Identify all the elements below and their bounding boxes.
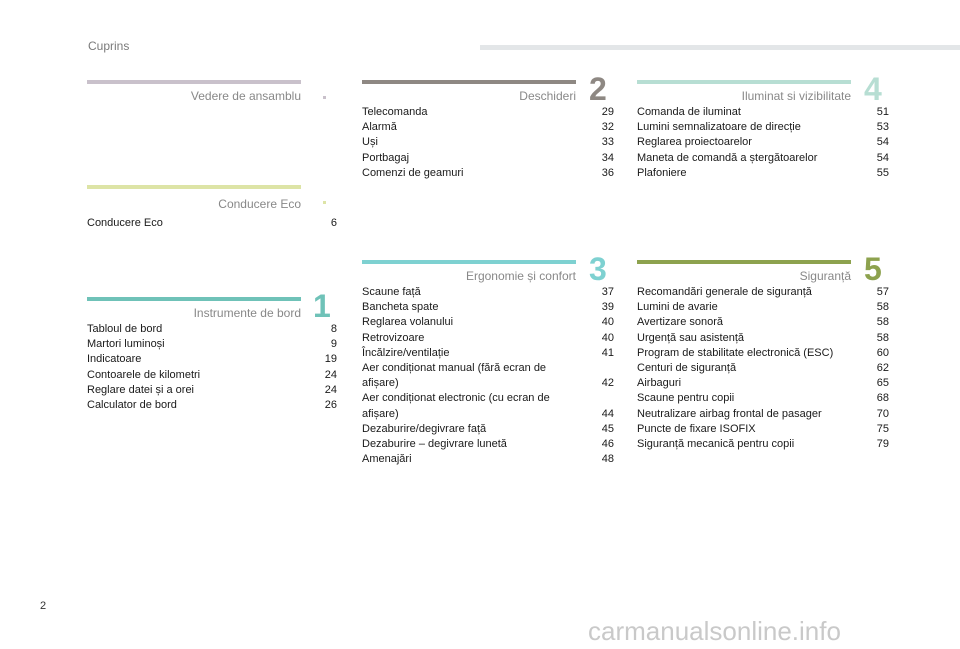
toc-entry-title: Încălzire/ventilație (362, 346, 450, 359)
toc-entry-page: 58 (876, 301, 889, 314)
section-bar (87, 80, 301, 84)
toc-entry[interactable] (87, 322, 337, 337)
toc-entry[interactable] (362, 422, 614, 437)
toc-entry[interactable] (362, 361, 614, 391)
toc-entry-title: Martori luminoși (87, 338, 165, 351)
toc-entry[interactable] (637, 315, 889, 330)
toc-entry-page: 34 (601, 151, 614, 164)
toc-list (637, 285, 889, 452)
section-title: Siguranță (799, 269, 851, 283)
toc-entry-page: 40 (601, 331, 614, 344)
toc-entry-page: 51 (876, 106, 889, 118)
toc-entry-title: Tabloul de bord (87, 323, 163, 335)
toc-entry[interactable] (637, 120, 889, 135)
section-ergonomics (362, 260, 614, 467)
toc-entry-page: 58 (876, 331, 889, 344)
section-title: Conducere Eco (218, 197, 301, 211)
toc-list (87, 216, 337, 231)
section-bar (637, 260, 851, 264)
toc-entry-title: Calculator de bord (87, 399, 177, 412)
toc-entry-title: Maneta de comandă a ștergătoarelor (637, 151, 818, 164)
section-title: Ergonomie și confort (465, 269, 576, 283)
toc-entry-page: 65 (876, 377, 889, 390)
toc-entry-page: 53 (876, 121, 889, 134)
toc-entry[interactable] (87, 337, 337, 352)
watermark: carmanualsonline.info (588, 616, 841, 646)
toc-entry[interactable] (362, 315, 614, 330)
toc-entry-page: 33 (601, 136, 614, 149)
section-openings (362, 80, 614, 181)
toc-entry-title: Neutralizare airbag frontal de pasager (637, 407, 822, 420)
toc-entry-title: Telecomanda (362, 106, 428, 118)
toc-entry[interactable] (637, 166, 889, 181)
toc-entry-title: Scaune față (362, 286, 421, 298)
toc-entry[interactable] (87, 352, 337, 367)
toc-entry-page: 36 (601, 166, 614, 179)
toc-entry[interactable] (637, 391, 889, 406)
toc-entry-page: 55 (876, 166, 889, 179)
section-overview (87, 80, 301, 103)
toc-entry-page: 40 (601, 316, 614, 329)
toc-entry-title: Recomandări generale de siguranță (637, 286, 812, 298)
toc-entry-title: Comanda de iluminat (637, 106, 741, 118)
toc-entry-title: Avertizare sonoră (637, 316, 724, 329)
toc-entry-page: 79 (876, 438, 889, 451)
toc-list (87, 322, 337, 413)
toc-entry[interactable] (362, 452, 614, 467)
toc-entry-title: Puncte de fixare ISOFIX (637, 422, 756, 435)
toc-entry-title: Centuri de siguranță (637, 362, 737, 375)
toc-entry-title: Comenzi de geamuri (362, 166, 464, 179)
toc-entry-page: 19 (324, 353, 337, 366)
toc-entry[interactable] (362, 331, 614, 346)
section-safety (637, 260, 889, 452)
toc-entry-title: Dezaburire/degivrare față (362, 422, 487, 435)
section-title: Vedere de ansamblu (190, 89, 301, 103)
toc-entry-page: 26 (324, 399, 337, 412)
section-marker (323, 96, 326, 99)
toc-entry-title: Plafoniere (637, 166, 687, 179)
toc-entry[interactable] (362, 437, 614, 452)
toc-entry-title: Alarmă (362, 121, 397, 134)
toc-entry-page: 75 (876, 422, 889, 435)
toc-entry-page: 42 (601, 377, 614, 390)
toc-entry[interactable] (87, 398, 337, 413)
chapter-number-2: 2 (589, 71, 607, 107)
section-bar (362, 80, 576, 84)
toc-entry[interactable] (362, 151, 614, 166)
toc-entry-title: Lumini de avarie (637, 301, 718, 314)
toc-entry-page: 54 (876, 136, 889, 149)
toc-entry-page: 32 (601, 121, 614, 134)
toc-entry-title: Uși (362, 136, 378, 149)
toc-entry[interactable] (362, 285, 614, 300)
toc-entry-title: Aer condiționat electronic (cu ecran de afișare) (362, 392, 550, 420)
toc-entry-title: Siguranță mecanică pentru copii (637, 438, 795, 451)
toc-entry[interactable] (362, 120, 614, 135)
toc-entry[interactable] (362, 391, 614, 421)
toc-entry[interactable] (637, 407, 889, 422)
toc-entry-page: 24 (324, 368, 337, 381)
toc-entry-page: 6 (330, 217, 337, 229)
toc-list (362, 285, 614, 467)
toc-entry[interactable] (87, 383, 337, 398)
toc-entry-page: 8 (330, 323, 337, 335)
toc-entry[interactable] (637, 346, 889, 361)
toc-entry-page: 70 (876, 407, 889, 420)
toc-entry[interactable] (637, 422, 889, 437)
toc-entry[interactable] (637, 437, 889, 452)
toc-entry[interactable] (637, 331, 889, 346)
toc-entry[interactable] (362, 105, 614, 120)
toc-entry-page: 62 (876, 362, 889, 375)
chapter-number-5: 5 (864, 251, 882, 287)
chapter-number-1: 1 (313, 288, 331, 324)
toc-entry-page: 41 (601, 346, 614, 359)
toc-entry[interactable] (637, 151, 889, 166)
toc-entry[interactable] (637, 361, 889, 376)
section-eco (87, 185, 337, 231)
toc-entry[interactable] (362, 346, 614, 361)
toc-entry-page: 54 (876, 151, 889, 164)
toc-entry-page: 44 (601, 407, 614, 420)
toc-entry-title: Conducere Eco (87, 217, 163, 229)
section-bar (362, 260, 576, 264)
toc-entry-title: Contoarele de kilometri (87, 368, 201, 381)
toc-entry-title: Airbaguri (637, 377, 682, 390)
section-title: Iluminat si vizibilitate (741, 89, 851, 103)
toc-entry[interactable] (637, 105, 889, 120)
toc-entry[interactable] (87, 216, 337, 231)
toc-entry[interactable] (362, 166, 614, 181)
chapter-number-3: 3 (589, 251, 607, 287)
page-number: 2 (40, 600, 47, 612)
toc-entry-title: Amenajări (362, 453, 412, 466)
toc-entry-title: Bancheta spate (362, 301, 439, 314)
header-bar (480, 45, 960, 50)
toc-list (362, 105, 614, 181)
section-title: Instrumente de bord (193, 306, 301, 320)
toc-entry-title: Lumini semnalizatoare de direcție (637, 121, 801, 134)
chapter-number-4: 4 (864, 71, 882, 107)
toc-entry[interactable] (637, 285, 889, 300)
toc-entry[interactable] (87, 368, 337, 383)
toc-entry-title: Retrovizoare (362, 331, 425, 344)
toc-entry[interactable] (362, 135, 614, 150)
toc-entry-title: Dezaburire – degivrare lunetă (362, 438, 507, 451)
toc-entry-page: 48 (601, 453, 614, 466)
toc-entry-title: Reglarea proiectoarelor (637, 136, 752, 149)
toc-entry-title: Aer condiționat manual (fără ecran de afișare) (362, 362, 547, 390)
toc-entry-title: Urgență sau asistență (637, 331, 745, 344)
section-bar (637, 80, 851, 84)
toc-entry-page: 58 (876, 316, 889, 329)
toc-entry-title: Reglarea volanului (362, 316, 454, 329)
toc-entry[interactable] (637, 376, 889, 391)
toc-entry-page: 24 (324, 383, 337, 396)
toc-entry-page: 45 (601, 422, 614, 435)
toc-entry-title: Indicatoare (87, 353, 142, 366)
section-marker (323, 201, 326, 204)
toc-entry[interactable] (637, 135, 889, 150)
toc-entry[interactable] (362, 300, 614, 315)
toc-entry-page: 57 (876, 286, 889, 298)
toc-entry-title: Reglare datei și a orei (87, 383, 195, 396)
toc-entry-page: 68 (876, 392, 889, 405)
toc-entry-page: 46 (601, 438, 614, 451)
section-lighting (637, 80, 889, 181)
toc-entry-title: Portbagaj (362, 151, 410, 164)
toc-entry-page: 9 (330, 338, 337, 351)
toc-entry-page: 29 (601, 106, 614, 118)
section-bar (87, 297, 301, 301)
section-title: Deschideri (519, 89, 576, 103)
toc-list (637, 105, 889, 181)
section-bar (87, 185, 301, 189)
toc-entry[interactable] (637, 300, 889, 315)
toc-entry-title: Scaune pentru copii (637, 392, 735, 405)
toc-entry-title: Program de stabilitate electronică (ESC) (637, 346, 834, 359)
toc-entry-page: 60 (876, 346, 889, 359)
toc-entry-page: 37 (601, 286, 614, 298)
page-header-title: Cuprins (88, 39, 130, 53)
toc-entry-page: 39 (601, 301, 614, 314)
section-instruments (87, 297, 337, 413)
